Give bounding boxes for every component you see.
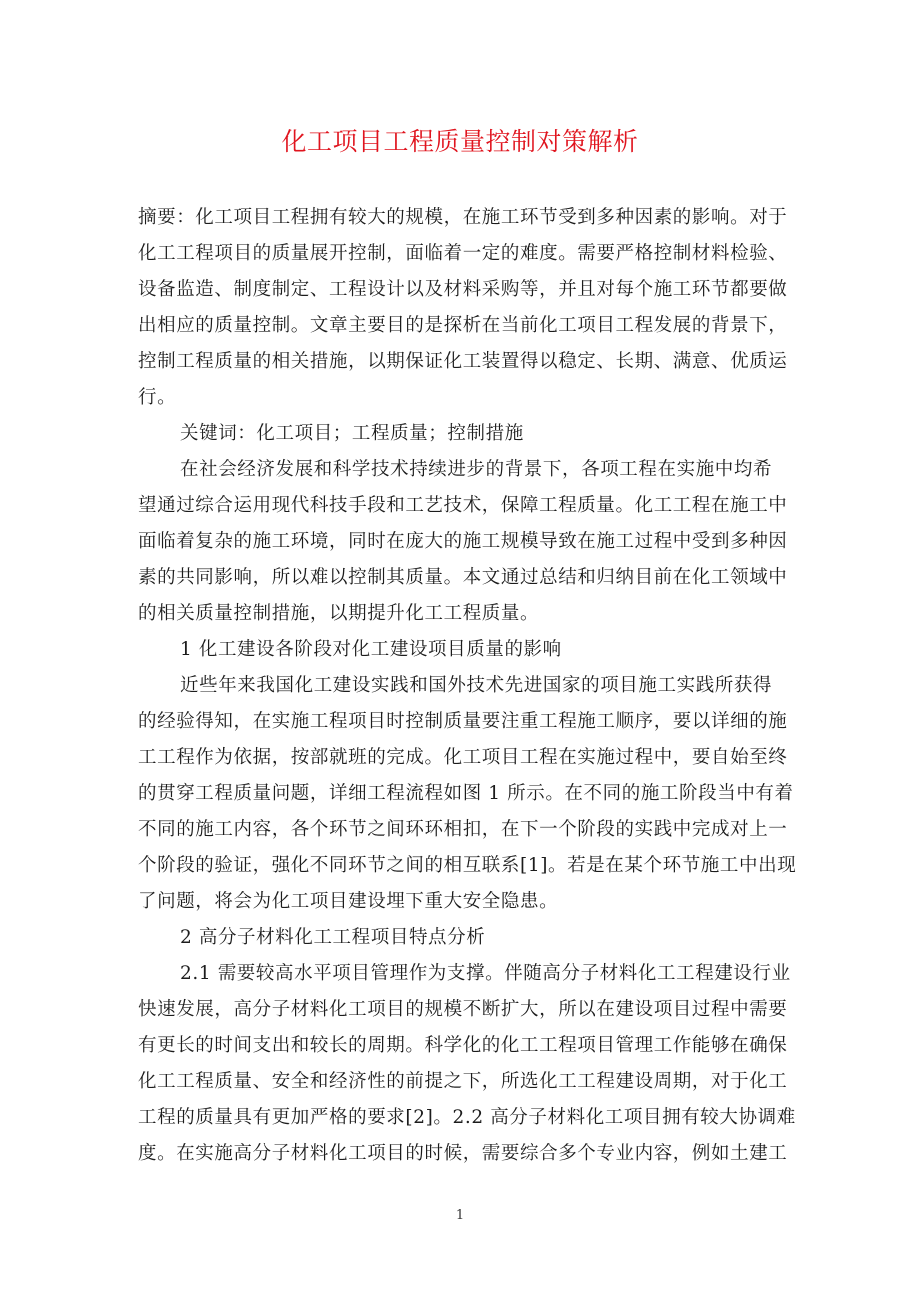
section-heading-2: 2 高分子材料化工工程项目特点分析 <box>180 927 486 948</box>
paragraph-line: 个阶段的验证，强化不同环节之间的相互联系[1]。若是在某个环节施工中出现 <box>138 855 797 876</box>
abstract-line: 控制工程质量的相关措施，以期保证化工装置得以稳定、长期、满意、优质运 <box>138 351 788 372</box>
paragraph-line: 的贯穿工程质量问题，详细工程流程如图 1 所示。在不同的施工阶段当中有着 <box>138 783 794 804</box>
abstract-line: 行。 <box>138 387 177 408</box>
abstract-line: 出相应的质量控制。文章主要目的是探析在当前化工项目工程发展的背景下， <box>138 315 788 336</box>
paragraph-line: 快速发展，高分子材料化工项目的规模不断扩大，所以在建设项目过程中需要 <box>138 999 788 1020</box>
abstract-line: 化工工程项目的质量展开控制，面临着一定的难度。需要严格控制材料检验、 <box>138 243 788 264</box>
document-title: 化工项目工程质量控制对策解析 <box>281 127 639 156</box>
paragraph-line: 度。在实施高分子材料化工项目的时候，需要综合多个专业内容，例如土建工 <box>138 1143 788 1164</box>
abstract-line: 摘要：化工项目工程拥有较大的规模，在施工环节受到多种因素的影响。对于 <box>138 207 788 228</box>
paragraph-line: 了问题，将会为化工项目建设埋下重大安全隐患。 <box>138 891 559 912</box>
paragraph-line: 有更长的时间支出和较长的周期。科学化的化工工程项目管理工作能够在确保 <box>138 1035 788 1056</box>
paragraph-line: 面临着复杂的施工环境，同时在庞大的施工规模导致在施工过程中受到多种因 <box>138 531 788 552</box>
section-heading-1: 1 化工建设各阶段对化工建设项目质量的影响 <box>180 639 562 660</box>
paragraph-line: 在社会经济发展和科学技术持续进步的背景下，各项工程在实施中均希 <box>180 459 773 480</box>
paragraph-line: 的经验得知，在实施工程项目时控制质量要注重工程施工顺序，要以详细的施 <box>138 711 788 732</box>
page-number: 1 <box>455 1208 465 1223</box>
keywords-line: 关键词：化工项目；工程质量；控制措施 <box>180 423 524 444</box>
paragraph-line: 工工程作为依据，按部就班的完成。化工项目工程在实施过程中，要自始至终 <box>138 747 788 768</box>
abstract-line: 设备监造、制度制定、工程设计以及材料采购等，并且对每个施工环节都要做 <box>138 279 788 300</box>
paragraph-line: 不同的施工内容，各个环节之间环环相扣，在下一个阶段的实践中完成对上一 <box>138 819 788 840</box>
paragraph-line: 望通过综合运用现代科技手段和工艺技术，保障工程质量。化工工程在施工中 <box>138 495 788 516</box>
paragraph-line: 近些年来我国化工建设实践和国外技术先进国家的项目施工实践所获得 <box>180 675 773 696</box>
paragraph-line: 工程的质量具有更加严格的要求[2]。2.2 高分子材料化工项目拥有较大协调难 <box>138 1107 796 1128</box>
paragraph-line: 2.1 需要较高水平项目管理作为支撑。伴随高分子材料化工工程建设行业 <box>180 963 791 984</box>
document-body <box>138 200 797 1172</box>
paragraph-line: 化工工程质量、安全和经济性的前提之下，所选化工工程建设周期，对于化工 <box>138 1071 788 1092</box>
paragraph-line: 的相关质量控制措施，以期提升化工工程质量。 <box>138 603 540 624</box>
paragraph-line: 素的共同影响，所以难以控制其质量。本文通过总结和归纳目前在化工领域中 <box>138 567 788 588</box>
